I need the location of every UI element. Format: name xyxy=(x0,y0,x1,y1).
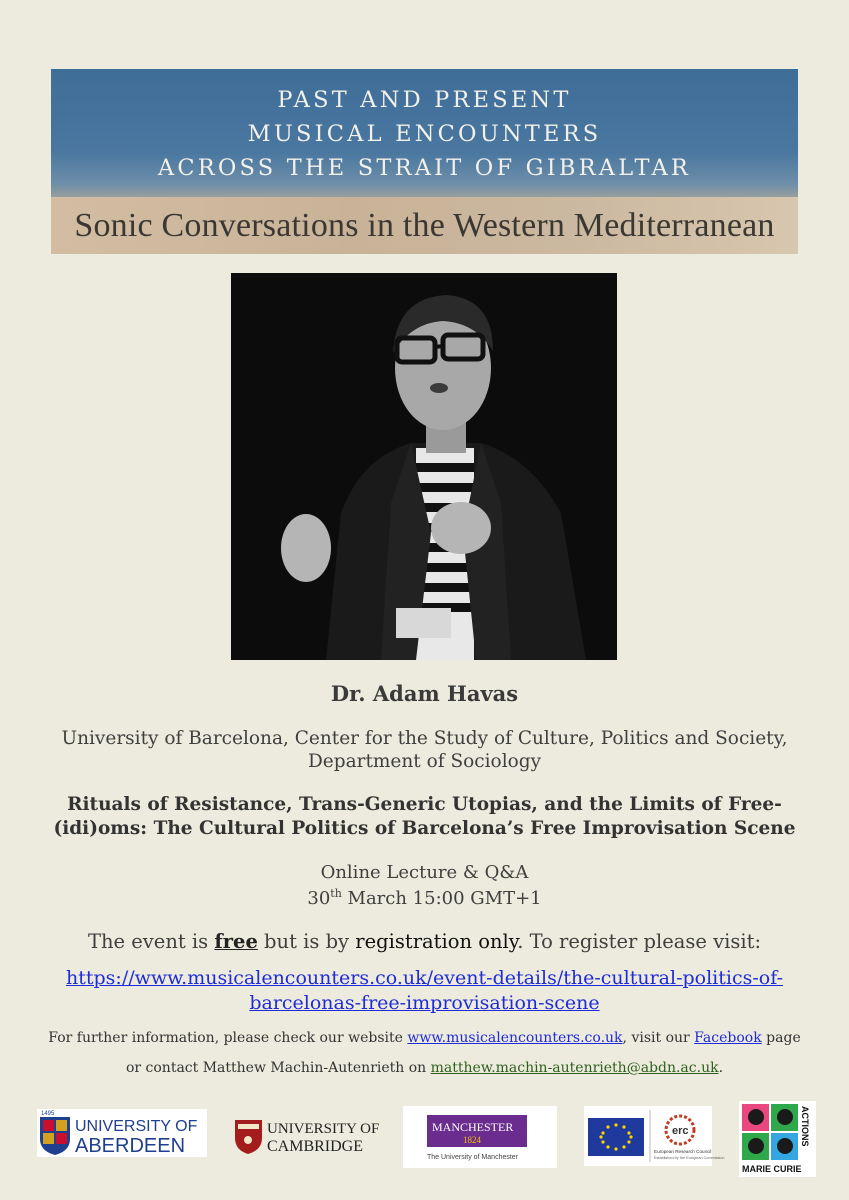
registration-text: The event is xyxy=(87,930,215,953)
speaker-affiliation xyxy=(40,727,809,773)
event-date-day: 30 xyxy=(307,888,331,909)
banner-title-line2: MUSICAL ENCOUNTERS xyxy=(247,121,602,147)
banner-title-line3: ACROSS THE STRAIT OF GIBRALTAR xyxy=(157,155,692,181)
event-date xyxy=(40,883,809,909)
mc-name: MARIE CURIE xyxy=(742,1164,802,1174)
info-line1 xyxy=(40,1023,809,1053)
free-emphasis: free xyxy=(214,930,258,953)
talk-title-line1: Rituals of Resistance, Trans-Generic Utopias, and the Limits of Free- xyxy=(67,794,782,815)
info-text: . xyxy=(718,1060,724,1076)
email-link[interactable]: matthew.machin-autenrieth@abdn.ac.uk xyxy=(430,1060,719,1076)
manchester-year: 1824 xyxy=(463,1135,481,1145)
manchester-logo-mark xyxy=(403,1106,557,1168)
website-link[interactable]: www.musicalencounters.co.uk xyxy=(407,1030,623,1046)
registration-only: registration only xyxy=(355,930,518,953)
cambridge-line2: CAMBRIDGE xyxy=(267,1138,364,1155)
university-of-aberdeen-logo xyxy=(37,1109,207,1157)
mc-actions: ACTIONS xyxy=(800,1106,810,1147)
talk-title xyxy=(40,793,809,841)
banner-subtitle: Sonic Conversations in the Western Mediterranean xyxy=(74,207,775,244)
manchester-sub: The University of Manchester xyxy=(427,1154,519,1161)
event-date-suffix: th xyxy=(330,887,342,900)
talk-title-line2: (idi)oms: The Cultural Politics of Barcelona’s Free Improvisation Scene xyxy=(53,818,796,839)
university-of-cambridge-logo xyxy=(232,1116,392,1156)
speaker-photo xyxy=(231,273,617,660)
aberdeen-line1: UNIVERSITY OF xyxy=(75,1118,198,1135)
event-details xyxy=(40,862,809,909)
banner-title xyxy=(51,83,798,185)
erc-name: European Research Council xyxy=(654,1149,712,1154)
info-text: or contact Matthew Machin-Autenrieth on xyxy=(125,1060,431,1076)
registration-link-block xyxy=(40,966,809,1016)
cambridge-line1: UNIVERSITY OF xyxy=(267,1121,380,1137)
aberdeen-line2: ABERDEEN xyxy=(75,1135,186,1157)
erc-sub: Established by the European Commission xyxy=(654,1156,725,1160)
affiliation-line2: Department of Sociology xyxy=(307,751,542,772)
further-information xyxy=(40,1023,809,1083)
cambridge-crest-icon xyxy=(232,1116,392,1156)
aberdeen-year: 1495 xyxy=(41,1111,55,1117)
registration-link-line1[interactable]: https://www.musicalencounters.co.uk/event-details/the-cultural-politics-of- xyxy=(66,967,783,989)
info-text: , visit our xyxy=(622,1030,695,1046)
registration-link-line2[interactable]: barcelonas-free-improvisation-scene xyxy=(249,992,600,1014)
registration-link[interactable] xyxy=(66,967,783,1014)
aberdeen-crest-icon xyxy=(37,1109,207,1157)
speaker-name: Dr. Adam Havas xyxy=(330,681,519,706)
university-of-manchester-logo xyxy=(403,1106,557,1168)
info-text: For further information, please check our website xyxy=(48,1030,408,1046)
info-text: page xyxy=(761,1030,801,1046)
eu-flag-icon xyxy=(584,1106,725,1166)
affiliation-line1: University of Barcelona, Center for the Study of Culture, Politics and Society, xyxy=(61,728,788,749)
event-date-time: March 15:00 GMT+1 xyxy=(341,888,542,909)
eu-erc-logo xyxy=(584,1106,725,1166)
erc-abbr: erc xyxy=(672,1125,689,1137)
event-banner xyxy=(51,69,798,254)
registration-text: . To register please visit: xyxy=(517,930,762,953)
event-format: Online Lecture & Q&A xyxy=(320,862,529,883)
marie-curie-actions-logo xyxy=(739,1101,816,1177)
manchester-name: MANCHESTER xyxy=(432,1120,514,1134)
banner-title-line1: PAST AND PRESENT xyxy=(277,87,572,113)
registration-text: but is by xyxy=(257,930,356,953)
info-line2 xyxy=(40,1053,809,1083)
facebook-link[interactable]: Facebook xyxy=(694,1030,762,1046)
speaker-photo-illustration xyxy=(231,273,617,660)
registration-note xyxy=(40,930,809,953)
marie-curie-icon xyxy=(739,1101,816,1177)
